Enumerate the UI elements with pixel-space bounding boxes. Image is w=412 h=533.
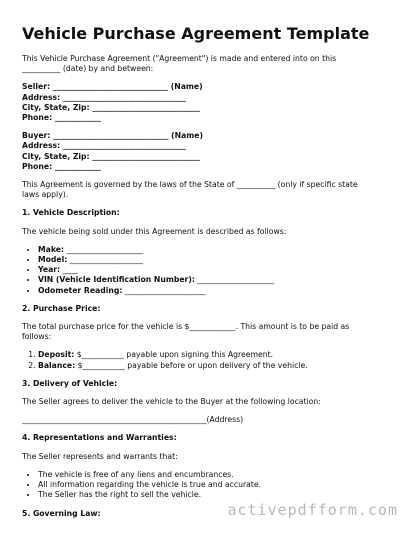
list-item: 1. Deposit: $___________ payable upon signing this Agreement. (38, 350, 394, 360)
buyer-block (22, 131, 394, 172)
document-title: Vehicle Purchase Agreement Template (22, 24, 370, 43)
section-2-text-1: The total purchase price for the vehicle is $____________. This amount is to be paid as (22, 322, 350, 332)
list-item: • The Seller has the right to sell the vehicle. (38, 490, 394, 500)
watermark: activepdfform.com (227, 501, 398, 519)
seller-block (22, 82, 394, 123)
seller-address-line: Address: ________________________________ (22, 92, 186, 102)
section-3-heading: 3. Delivery of Vehicle: (22, 378, 118, 388)
buyer-name-line: Buyer: ______________________________ (Name) (22, 131, 203, 141)
intro-paragraph (22, 54, 394, 74)
section-2-heading: 2. Purchase Price: (22, 303, 101, 313)
list-item: • Year: ____ (38, 265, 394, 275)
delivery-address-line: ________________________________________________(Address) (22, 415, 244, 425)
section-2-paragraph (22, 322, 394, 342)
section-4-heading: 4. Representations and Warranties: (22, 433, 177, 443)
section-5-heading: 5. Governing Law: (22, 508, 101, 518)
seller-city-line: City, State, Zip: ____________________________ (22, 102, 200, 112)
vehicle-description-list (22, 245, 394, 296)
seller-name-line: Seller: ______________________________ (Name) (22, 82, 203, 92)
list-item: • VIN (Vehicle Identification Number): ____________________ (38, 275, 394, 285)
buyer-address-line: Address: ________________________________ (22, 141, 186, 151)
governing-line-1: This Agreement is governed by the laws of the State of __________ (only if specific state (22, 180, 358, 190)
section-2-text-2: follows: (22, 332, 52, 342)
list-item: • Make: ____________________ (38, 245, 394, 255)
section-3-text: The Seller agrees to deliver the vehicle to the Buyer at the following location: (22, 397, 321, 407)
seller-phone-line: Phone: ____________ (22, 113, 101, 123)
payment-list (22, 350, 394, 370)
document-page (22, 24, 394, 527)
intro-line-1: This Vehicle Purchase Agreement ("Agreement") is made and entered into on this (22, 54, 337, 63)
section-4-text: The Seller represents and warrants that: (22, 451, 178, 461)
governing-line-2: laws apply). (22, 190, 69, 200)
list-item: • Odometer Reading: _____________________ (38, 286, 394, 296)
governing-paragraph (22, 180, 394, 200)
warranties-list (22, 470, 394, 501)
list-item: • The vehicle is free of any liens and encumbrances. (38, 470, 394, 480)
buyer-phone-line: Phone: ____________ (22, 161, 101, 171)
list-item: 2. Balance: $___________ payable before or upon delivery of the vehicle. (38, 361, 394, 371)
buyer-city-line: City, State, Zip: ____________________________ (22, 151, 200, 161)
section-1-heading: 1. Vehicle Description: (22, 208, 120, 218)
section-1-text: The vehicle being sold under this Agreement is described as follows: (22, 226, 287, 236)
list-item: • All information regarding the vehicle is true and accurate. (38, 480, 394, 490)
list-item: • Model: ___________________ (38, 255, 394, 265)
intro-line-2: __________ (date) by and between: (22, 64, 154, 74)
